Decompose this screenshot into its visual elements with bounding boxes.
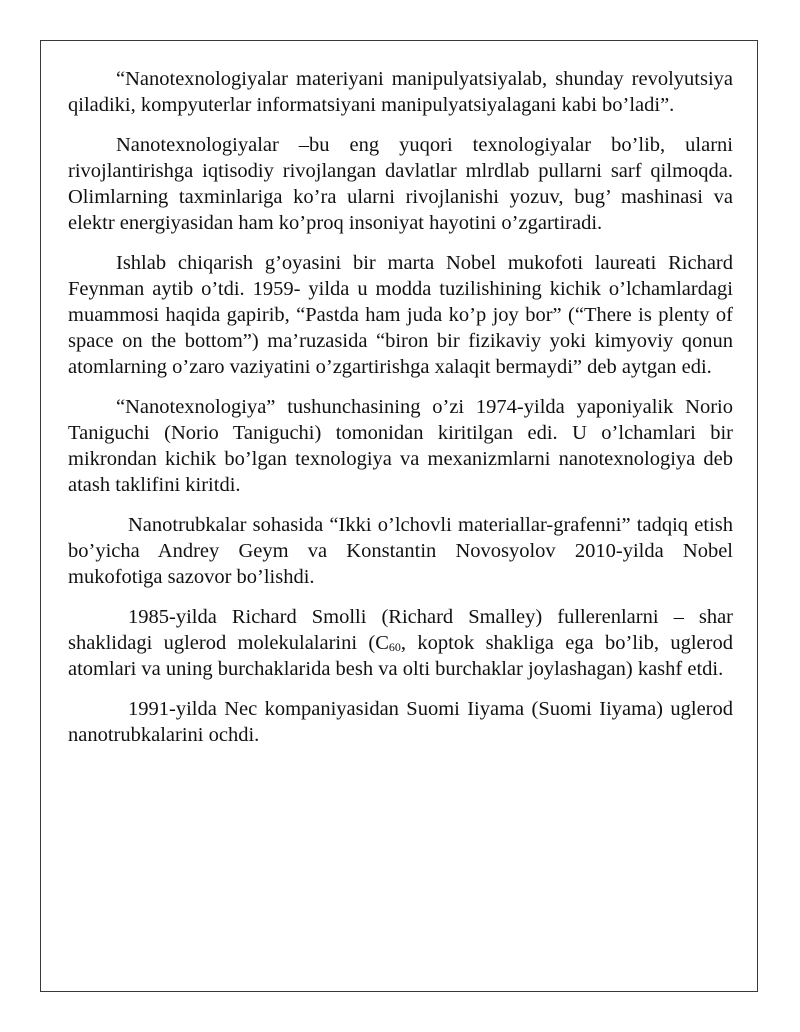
paragraph-taniguchi: “Nanotexnologiya” tushunchasining o’zi 1974-yilda yaponiyalik Norio Taniguchi (Norio Taniguchi) tomonidan kiritilgan edi. U o’lchamlari bir mikrondan kichik bo’lgan texnologiya va mexanizmlarni nanotexnologiya deb atash taklifini kiritdi. xyxy=(68,396,733,496)
paragraph-nanotech-definition: Nanotexnologiyalar –bu eng yuqori texnologiyalar bo’lib, ularni rivojlantirishga iqtisodiy rivojlangan davlatlar mlrdlab pullarni sarf qilmoqda. Olimlarning taxminlariga ko’ra ularni rivojlanishi yozuv, bug’ mashinasi va elektr energiyasidan ham ko’proq insoniyat hayotini o’zgartiradi. xyxy=(68,134,733,234)
paragraph-graphene: Nanotrubkalar sohasida “Ikki o’lchovli materiallar-grafenni” tadqiq etish bo’yicha Andrey Geym va Konstantin Novosyolov 2010-yilda Nobel mukofotiga sazovor bo’lishdi. xyxy=(68,514,733,588)
paragraph-fullerenes xyxy=(68,604,733,682)
paragraph-nanotubes: 1991-yilda Nec kompaniyasidan Suomi Iiyama (Suomi Iiyama) uglerod nanotrubkalarini ochdi. xyxy=(68,698,733,746)
fullerene-text-after: , koptok shakliga ega bo’lib, uglerod atomlari va uning burchaklarida besh va olti burchaklar joylashagan) kashf etdi. xyxy=(68,632,733,680)
document-body xyxy=(68,66,733,762)
fullerene-text-before: 1985-yilda Richard Smolli (Richard Smalley) fullerenlarni – shar shaklidagi uglerod molekulalarini (C xyxy=(68,606,733,654)
paragraph-quote: “Nanotexnologiyalar materiyani manipulyatsiyalab, shunday revolyutsiya qiladiki, kompyuterlar informatsiyani manipulyatsiyalagani kabi bo’ladi”. xyxy=(68,68,733,116)
c60-subscript: 60 xyxy=(388,640,401,654)
paragraph-feynman: Ishlab chiqarish g’oyasini bir marta Nobel mukofoti laureati Richard Feynman aytib o’tdi. 1959- yilda u modda tuzilishining kichik o’lchamlardagi muammosi haqida gapirib, “Pastda ham juda ko’p joy bor” (“There is plenty of space on the bottom”) ma’ruzasida “biron bir fizikaviy yoki kimyoviy qonun atomlarning o’zaro vaziyatini o’zgartirishga xalaqit bermaydi” deb aytgan edi. xyxy=(68,252,733,378)
